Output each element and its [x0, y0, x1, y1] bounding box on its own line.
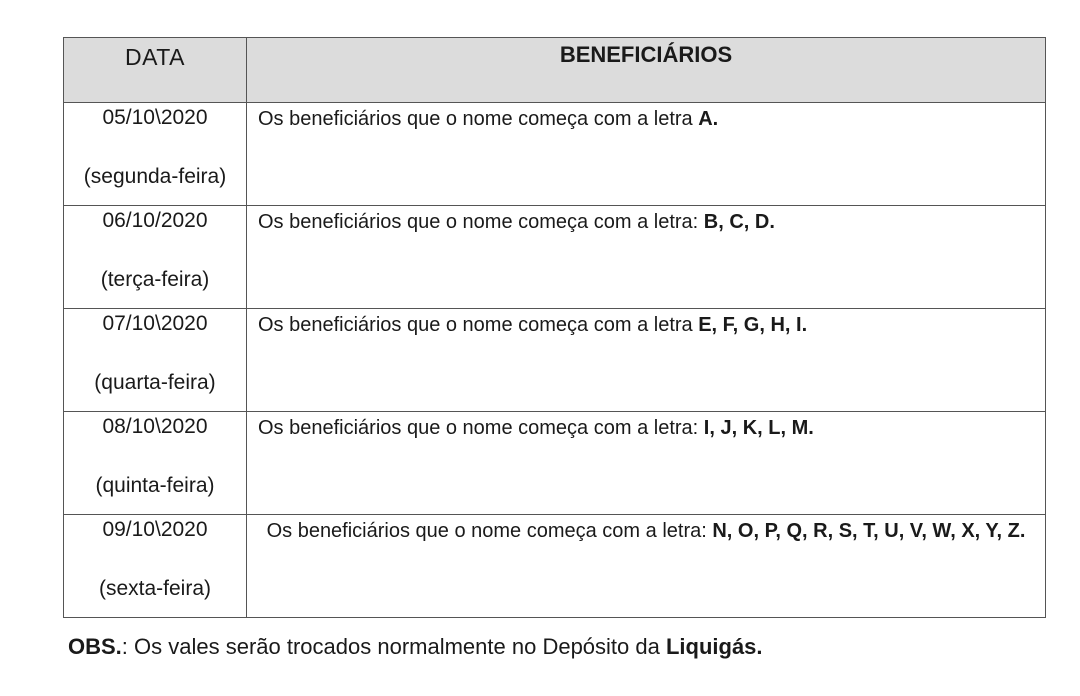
beneficiaries-text: Os beneficiários que o nome começa com a letra:	[258, 417, 704, 439]
observation-note	[68, 634, 763, 660]
weekday-text: (terça-feira)	[100, 268, 210, 291]
table-row	[64, 412, 1046, 515]
date-cell	[64, 309, 247, 412]
beneficiaries-text: Os beneficiários que o nome começa com a letra	[258, 314, 699, 336]
weekday-text: (segunda-feira)	[83, 165, 227, 188]
beneficiaries-text: Os beneficiários que o nome começa com a letra:	[266, 520, 713, 542]
schedule-table	[63, 37, 1046, 618]
beneficiaries-text: Os beneficiários que o nome começa com a letra	[258, 108, 699, 130]
beneficiaries-cell	[247, 103, 1046, 206]
observation-prefix: OBS.	[68, 634, 122, 659]
table-row	[64, 206, 1046, 309]
beneficiaries-letters: B, C, D.	[703, 211, 775, 233]
weekday-text: (quarta-feira)	[94, 371, 216, 394]
date-text: 06/10/2020	[102, 209, 208, 232]
beneficiaries-letters: A.	[698, 108, 719, 130]
observation-highlight: Liquigás.	[665, 634, 763, 659]
beneficiaries-letters: N, O, P, Q, R, S, T, U, V, W, X, Y, Z.	[712, 520, 1026, 542]
observation-text: : Os vales serão trocados normalmente no Depósito da	[121, 634, 666, 659]
table-header-row	[64, 38, 1046, 103]
beneficiaries-cell	[247, 515, 1046, 618]
date-text: 05/10\2020	[102, 106, 208, 129]
beneficiaries-text: Os beneficiários que o nome começa com a letra:	[258, 211, 704, 233]
date-cell	[64, 103, 247, 206]
date-cell	[64, 515, 247, 618]
header-beneficiaries: BENEFICIÁRIOS	[247, 38, 1046, 103]
beneficiaries-letters: E, F, G, H, I.	[698, 314, 808, 336]
date-text: 09/10\2020	[102, 518, 208, 541]
date-text: 07/10\2020	[102, 312, 208, 335]
beneficiaries-letters: I, J, K, L, M.	[703, 417, 814, 439]
table-row	[64, 515, 1046, 618]
date-cell	[64, 412, 247, 515]
table-row	[64, 309, 1046, 412]
date-text: 08/10\2020	[102, 415, 208, 438]
header-date: DATA	[64, 38, 247, 103]
beneficiaries-cell	[247, 309, 1046, 412]
date-cell	[64, 206, 247, 309]
weekday-text: (sexta-feira)	[98, 577, 212, 600]
weekday-text: (quinta-feira)	[95, 474, 215, 497]
beneficiaries-cell	[247, 206, 1046, 309]
beneficiaries-cell	[247, 412, 1046, 515]
table-row	[64, 103, 1046, 206]
